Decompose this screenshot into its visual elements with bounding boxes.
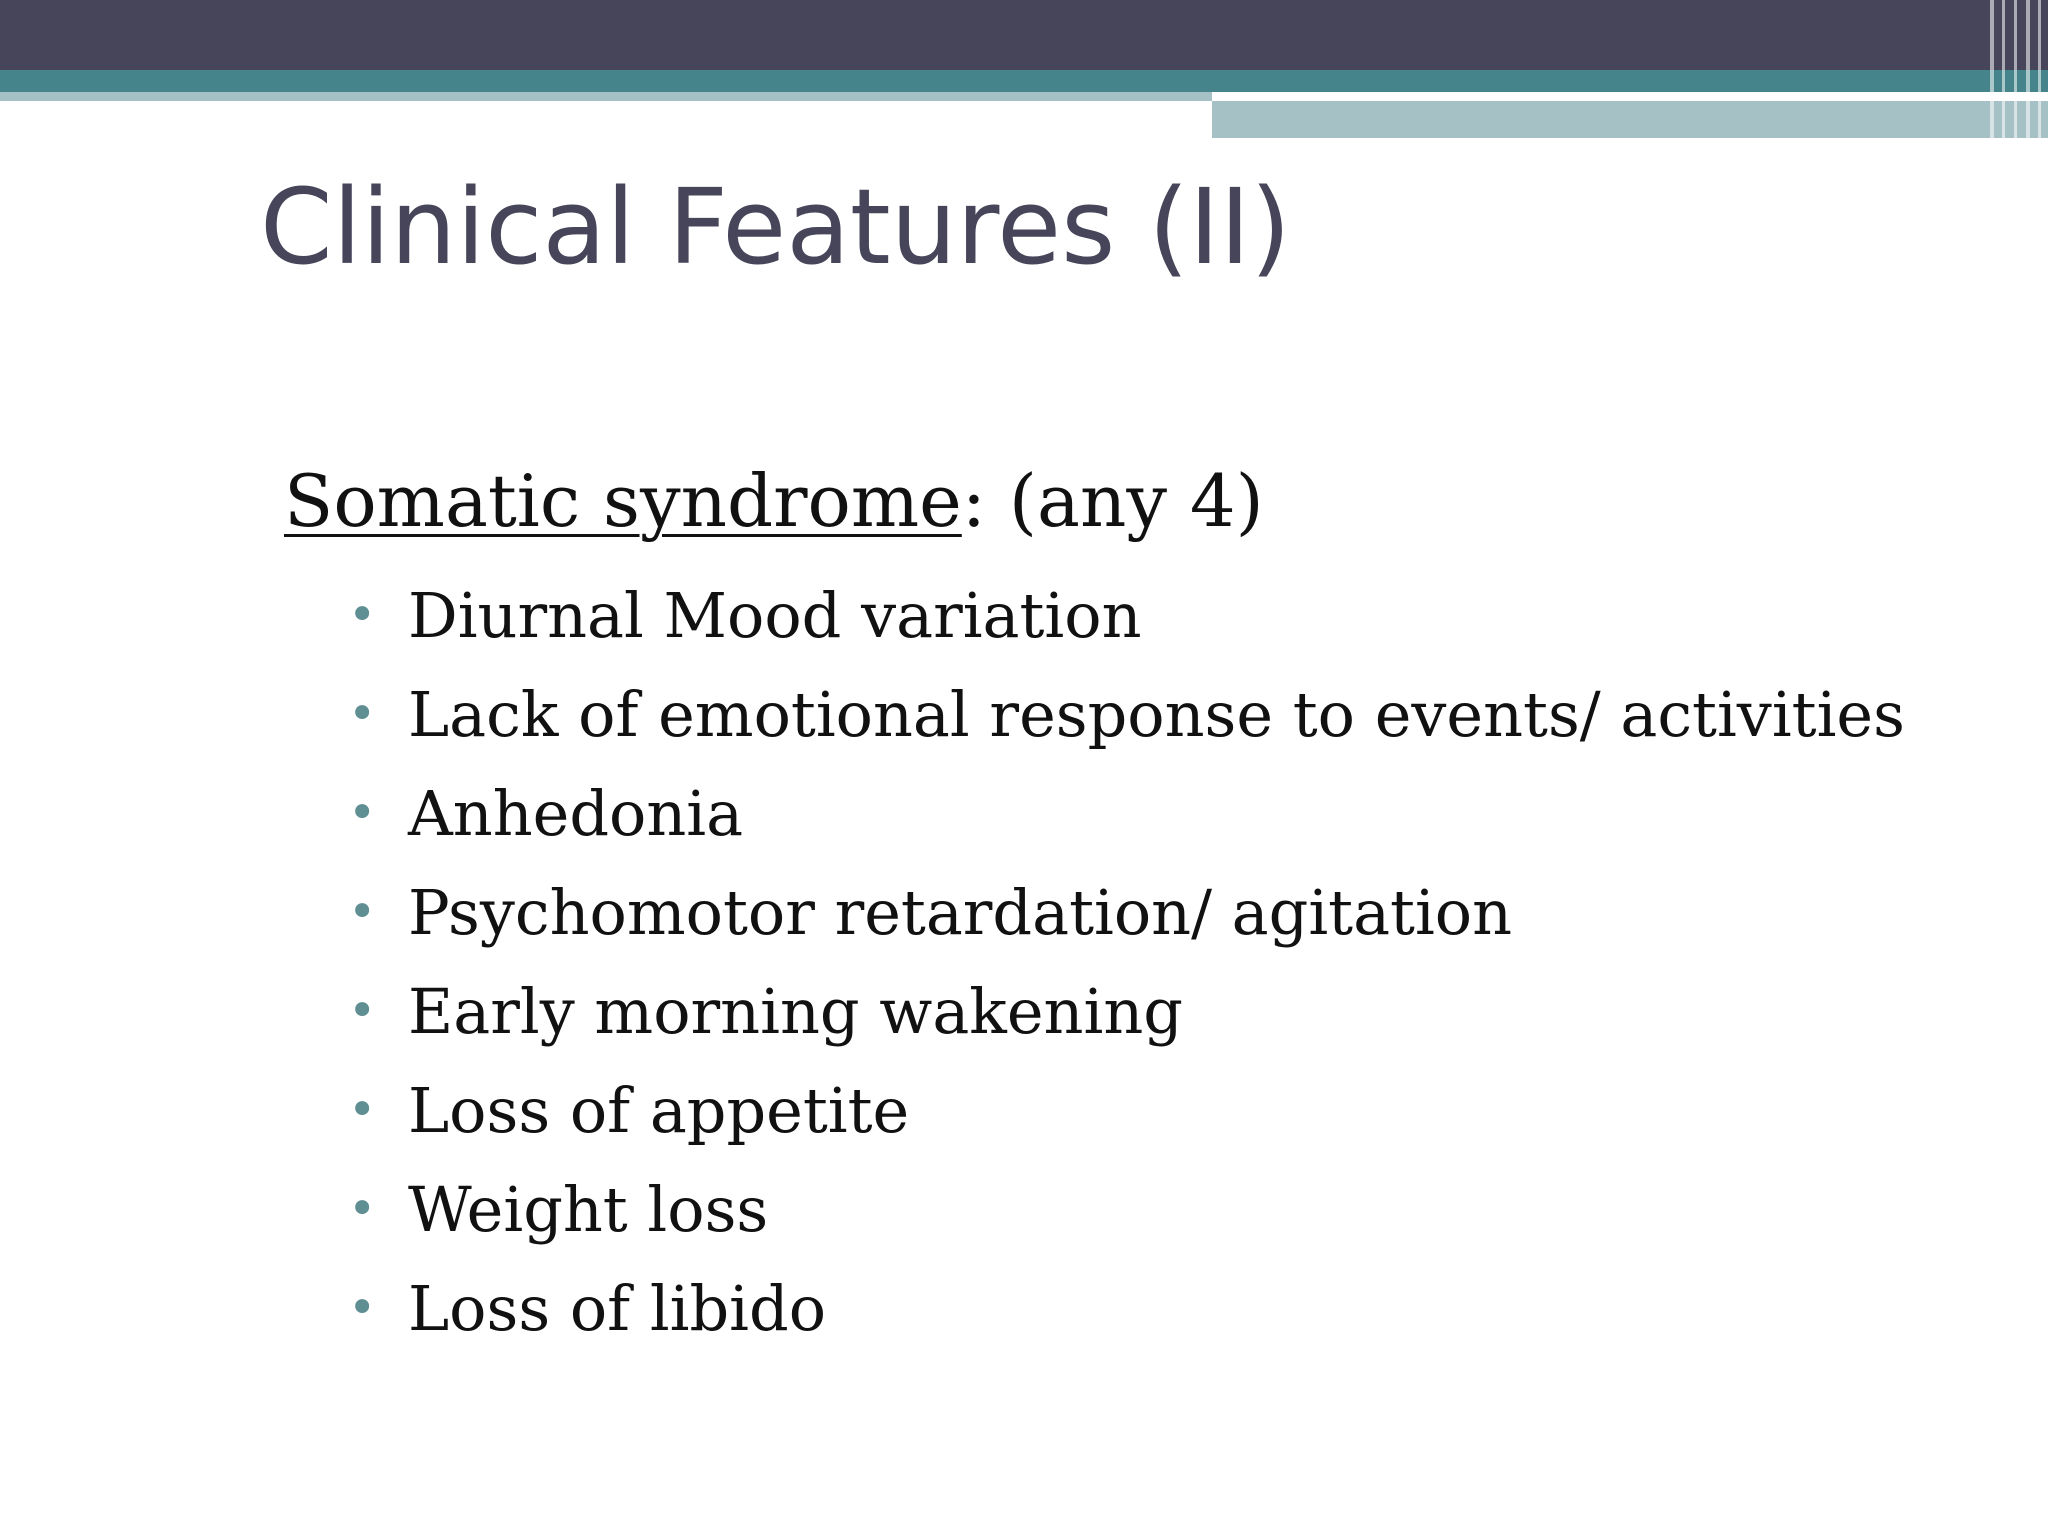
section-heading-rest: : (any 4) <box>961 459 1264 543</box>
header-band-teal <box>0 70 2048 92</box>
header-band-light-right <box>1212 101 2048 138</box>
bullet-icon: • <box>348 983 377 1039</box>
bullet-icon: • <box>348 587 377 643</box>
list-item-text: Anhedonia <box>408 777 744 850</box>
bullet-icon: • <box>348 1082 377 1138</box>
bullet-icon: • <box>348 1181 377 1237</box>
header-edge-strip <box>2026 0 2030 138</box>
section-heading-underlined: Somatic syndrome <box>284 459 962 543</box>
header-edge-strip <box>2014 0 2017 138</box>
slide-title: Clinical Features (II) <box>260 166 1291 288</box>
header-band-dark <box>0 0 2048 70</box>
bullet-icon: • <box>348 686 377 742</box>
bullet-icon: • <box>348 884 377 940</box>
list-item-text: Loss of libido <box>408 1272 827 1345</box>
bullet-icon: • <box>348 785 377 841</box>
list-item-text: Psychomotor retardation/ agitation <box>408 876 1513 949</box>
header-edge-strip <box>1990 0 1994 138</box>
list-item-text: Loss of appetite <box>408 1074 910 1147</box>
header-edge-strip <box>2038 0 2041 138</box>
header-band-light-left <box>0 92 1212 101</box>
list-item-text: Weight loss <box>408 1173 769 1246</box>
header-edge-strip <box>2002 0 2005 138</box>
section-heading <box>284 458 1264 544</box>
list-item-text: Early morning wakening <box>408 975 1183 1048</box>
bullet-icon: • <box>348 1280 377 1336</box>
list-item-text: Lack of emotional response to events/ activities <box>408 678 1905 751</box>
list-item-text: Diurnal Mood variation <box>408 579 1142 652</box>
